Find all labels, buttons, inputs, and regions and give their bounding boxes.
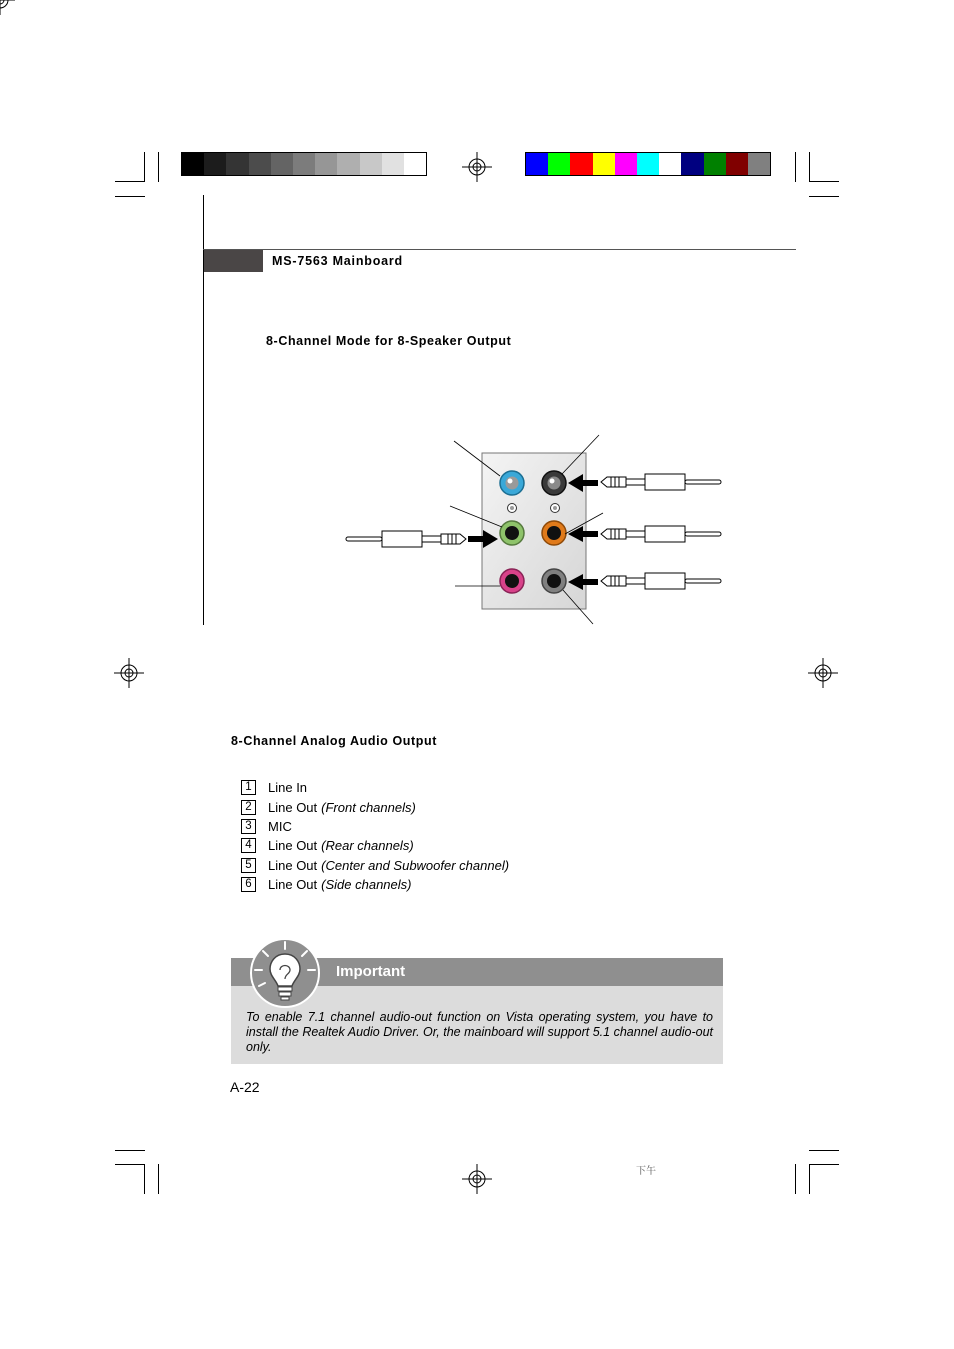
jack-line-in bbox=[500, 471, 524, 495]
plug-side bbox=[601, 573, 721, 589]
calibration-swatch bbox=[704, 153, 726, 175]
calibration-swatch bbox=[748, 153, 770, 175]
grayscale-calibration-bar bbox=[181, 152, 427, 176]
calibration-swatch bbox=[337, 153, 359, 175]
important-text: To enable 7.1 channel audio-out function on Vista operating system, you have to install the Realtek Audio Driver. Or, the mainboard will support 5.1 channel audio-out only. bbox=[246, 1010, 713, 1054]
header-rule bbox=[203, 249, 796, 250]
legend-number-box: 6 bbox=[241, 877, 256, 892]
jack-side bbox=[542, 569, 566, 593]
calibration-swatch bbox=[526, 153, 548, 175]
calibration-swatch bbox=[360, 153, 382, 175]
important-title: Important bbox=[336, 963, 406, 980]
legend-number-box: 4 bbox=[241, 838, 256, 853]
calibration-swatch bbox=[615, 153, 637, 175]
legend-label: MIC bbox=[268, 818, 292, 834]
calibration-swatch bbox=[570, 153, 592, 175]
jack-rear bbox=[542, 471, 566, 495]
legend-number-box: 5 bbox=[241, 858, 256, 873]
lightbulb-icon bbox=[248, 936, 322, 1010]
calibration-swatch bbox=[293, 153, 315, 175]
page-number: A-22 bbox=[230, 1079, 260, 1095]
header-title: MS-7563 Mainboard bbox=[272, 254, 403, 268]
legend-number-box: 3 bbox=[241, 819, 256, 834]
legend-item bbox=[241, 836, 509, 855]
print-timestamp-mark: 下午 bbox=[636, 1166, 656, 1177]
legend-label: Line Out bbox=[268, 838, 318, 854]
audio-jack-diagram bbox=[340, 430, 730, 630]
jack-legend-list bbox=[241, 778, 509, 894]
calibration-swatch bbox=[404, 153, 426, 175]
calibration-swatch bbox=[726, 153, 748, 175]
calibration-swatch bbox=[382, 153, 404, 175]
calibration-swatch bbox=[249, 153, 271, 175]
legend-label: Line In bbox=[268, 780, 308, 796]
calibration-swatch bbox=[204, 153, 226, 175]
legend-item bbox=[241, 856, 509, 875]
legend-item bbox=[241, 778, 509, 797]
calibration-swatch bbox=[182, 153, 204, 175]
legend-detail: (Front channels) bbox=[321, 799, 416, 815]
calibration-swatch bbox=[315, 153, 337, 175]
jack-mic bbox=[500, 569, 524, 593]
jack-center-subwoofer bbox=[542, 521, 566, 545]
header-tab bbox=[204, 250, 263, 272]
legend-number-box: 1 bbox=[241, 780, 256, 795]
plug-rear bbox=[601, 474, 721, 490]
plug-front bbox=[346, 531, 466, 547]
calibration-swatch bbox=[681, 153, 703, 175]
plug-center bbox=[601, 526, 721, 542]
legend-item bbox=[241, 797, 509, 816]
legend-label: Line Out bbox=[268, 877, 318, 893]
calibration-swatch bbox=[226, 153, 248, 175]
legend-label: Line Out bbox=[268, 799, 318, 815]
calibration-swatch bbox=[637, 153, 659, 175]
color-calibration-bar bbox=[525, 152, 771, 176]
legend-item bbox=[241, 875, 509, 894]
legend-detail: (Side channels) bbox=[321, 877, 412, 893]
calibration-swatch bbox=[548, 153, 570, 175]
legend-detail: (Rear channels) bbox=[321, 838, 414, 854]
legend-number-box: 2 bbox=[241, 800, 256, 815]
legend-detail: (Center and Subwoofer channel) bbox=[321, 857, 510, 873]
section-title-analog-output: 8-Channel Analog Audio Output bbox=[231, 734, 438, 748]
calibration-swatch bbox=[593, 153, 615, 175]
calibration-swatch bbox=[271, 153, 293, 175]
legend-item bbox=[241, 817, 509, 836]
legend-label: Line Out bbox=[268, 857, 318, 873]
jack-front bbox=[500, 521, 524, 545]
section-title-speaker-output: 8-Channel Mode for 8-Speaker Output bbox=[266, 334, 512, 348]
calibration-swatch bbox=[659, 153, 681, 175]
